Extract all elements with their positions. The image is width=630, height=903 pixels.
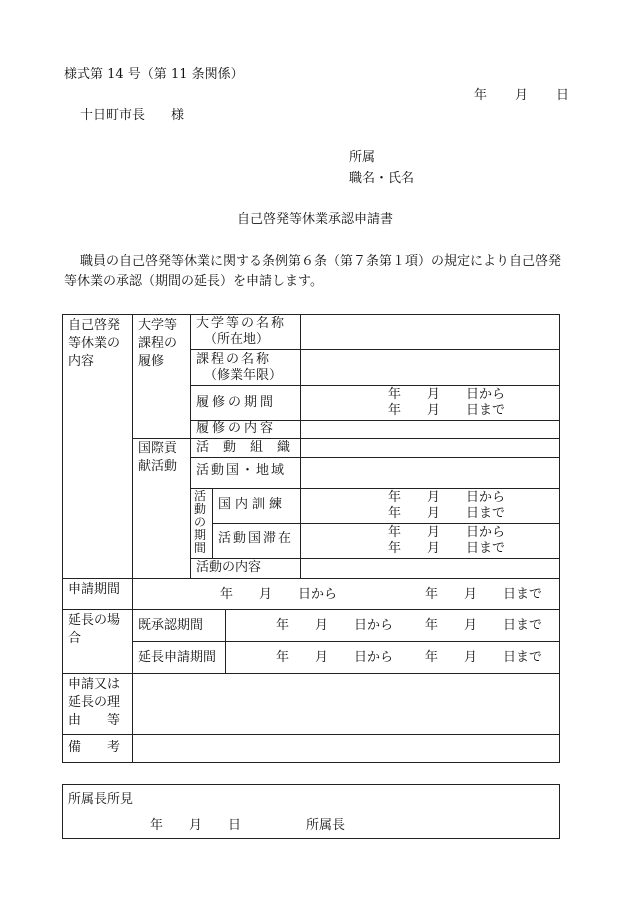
univ-name-label: 大学等の名称	[196, 316, 287, 331]
app-period-label: 申請期間	[68, 582, 121, 597]
domestic-training-label: 国内訓練	[218, 497, 287, 512]
univ-label-1: 大学等	[138, 318, 178, 333]
stay-from: 年 月 日から	[388, 525, 506, 540]
intl-label-1: 国際貢	[138, 441, 178, 456]
univ-location-label: （所在地）	[204, 332, 270, 347]
date-month: 月	[515, 88, 529, 103]
reason-label-1: 申請又は	[68, 677, 121, 692]
approved-period-label: 既承認期間	[138, 618, 204, 633]
supervisor-opinion-label: 所属長所見	[68, 792, 134, 807]
app-period-from: 年 月 日から	[220, 587, 338, 602]
date-year: 年	[474, 88, 488, 103]
app-period-to: 年 月 日まで	[425, 587, 543, 602]
study-period-label: 履修の期間	[196, 395, 277, 410]
univ-label-3: 履修	[138, 354, 165, 369]
activity-country-label: 活動国・地域	[196, 463, 287, 478]
document-title: 自己啓発等休業承認申請書	[236, 212, 393, 227]
stay-to: 年 月 日まで	[388, 541, 506, 556]
course-years-label: （修業年限）	[204, 368, 283, 383]
study-period-to: 年 月 日まで	[388, 403, 506, 418]
stay-label: 活動国滞在	[218, 531, 294, 546]
remarks-label: 備 考	[68, 740, 121, 755]
intl-label-2: 献活動	[138, 459, 178, 474]
study-period-from: 年 月 日から	[388, 387, 506, 402]
supervisor-signer-label: 所属長	[306, 818, 346, 833]
activity-org-label: 活動組織	[196, 440, 305, 455]
date-day: 日	[556, 88, 570, 103]
form-number: 様式第 14 号（第 11 条関係）	[64, 67, 244, 82]
course-name-label: 課程の名称	[196, 352, 272, 367]
content-label-2: 等休業の	[68, 336, 121, 351]
approved-period-from: 年 月 日から	[276, 618, 394, 633]
addressee: 十日町市長 様	[80, 108, 185, 123]
body-text-line2: 等休業の承認（期間の延長）を申請します。	[64, 274, 323, 289]
univ-label-2: 課程の	[138, 336, 178, 351]
approved-period-to: 年 月 日まで	[425, 618, 543, 633]
supervisor-date: 年 月 日	[150, 818, 242, 833]
activity-content-label: 活動の内容	[196, 560, 262, 575]
reason-label-3: 由 等	[68, 713, 121, 728]
body-text-line1: 職員の自己啓発等休業に関する条例第６条（第７条第１項）の規定により自己啓発	[80, 254, 562, 269]
study-content-label: 履修の内容	[196, 421, 277, 436]
extension-period-label: 延長申請期間	[138, 650, 217, 665]
domestic-training-to: 年 月 日まで	[388, 506, 506, 521]
reason-label-2: 延長の理	[68, 695, 121, 710]
extension-label-1: 延長の場	[68, 613, 121, 628]
extension-label-2: 合	[68, 631, 82, 646]
extension-period-to: 年 月 日まで	[425, 650, 543, 665]
content-label-3: 内容	[68, 354, 95, 369]
affiliation-label: 所属	[349, 150, 376, 165]
name-label: 職名・氏名	[349, 171, 415, 186]
extension-period-from: 年 月 日から	[276, 650, 394, 665]
domestic-training-from: 年 月 日から	[388, 490, 506, 505]
content-label-1: 自己啓発	[68, 318, 121, 333]
